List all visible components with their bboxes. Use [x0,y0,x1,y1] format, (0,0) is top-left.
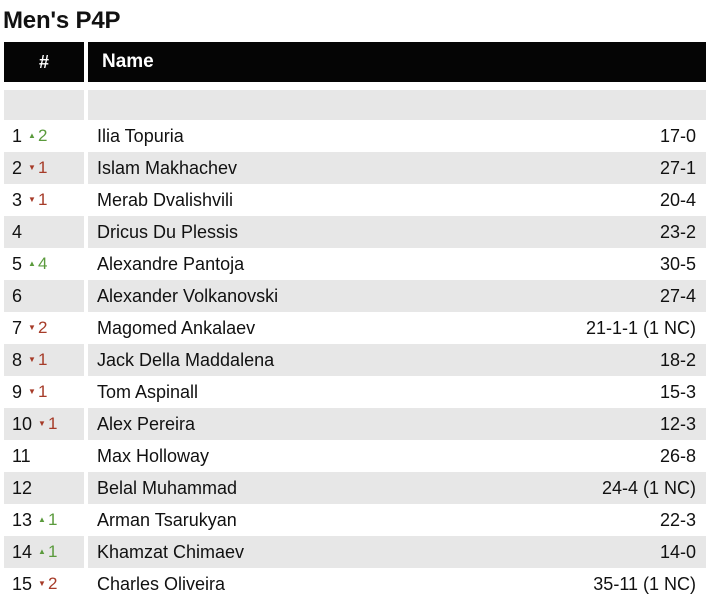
rank-change-up [38,542,57,562]
rank-change-down [38,414,57,434]
name-cell [88,472,706,504]
rank-column-header[interactable]: # [38,51,49,72]
fighter-record: 17-0 [659,125,696,146]
fighter-record: 27-1 [659,157,696,178]
fighter-record: 15-3 [659,381,696,402]
fighter-name[interactable]: Alexandre Pantoja [97,253,245,274]
rank-change-down [38,574,57,594]
triangle-down-icon: ▼ [28,386,36,396]
fighter-record: 27-4 [659,285,696,306]
rank-cell [4,472,84,504]
fighter-record: 35-11 (1 NC) [593,573,696,594]
fighter-record: 12-3 [659,413,696,434]
fighter-name[interactable]: Charles Oliveira [97,573,226,594]
rank-change-value: 1 [37,190,48,209]
rank-number: 8 [12,349,23,370]
rankings-table [4,42,706,600]
fighter-record: 30-5 [659,253,696,274]
rank-change-down [28,190,47,210]
rank-number: 1 [12,125,23,146]
fighter-record: 24-4 (1 NC) [601,477,696,498]
table-row[interactable] [4,184,706,216]
rank-change-up [28,126,47,146]
rank-number: 11 [12,445,31,466]
rank-cell [4,376,84,408]
rank-change-up [28,254,47,274]
triangle-down-icon: ▼ [28,322,36,332]
empty-rank-cell [4,90,84,120]
triangle-down-icon: ▼ [28,194,36,204]
rank-change-value: 1 [47,414,58,433]
rank-change-value: 4 [37,254,48,273]
name-cell [88,440,706,472]
table-row[interactable] [4,280,706,312]
triangle-up-icon: ▲ [38,514,46,524]
table-row[interactable] [4,504,706,536]
triangle-down-icon: ▼ [28,354,36,364]
fighter-name[interactable]: Islam Makhachev [97,157,238,178]
rank-number: 14 [12,541,33,562]
fighter-name[interactable]: Khamzat Chimaev [97,541,245,562]
rank-change-value: 1 [47,510,58,529]
rank-number: 7 [12,317,23,338]
fighter-name[interactable]: Belal Muhammad [97,477,238,498]
rank-cell [4,152,84,184]
table-row[interactable] [4,568,706,600]
rank-cell [4,280,84,312]
name-cell [88,408,706,440]
table-row[interactable] [4,216,706,248]
table-row[interactable] [4,408,706,440]
rank-change-up [38,510,57,530]
rank-cell [4,248,84,280]
rank-cell [4,440,84,472]
rank-number: 13 [12,509,33,530]
fighter-name[interactable]: Arman Tsarukyan [97,509,237,530]
table-row[interactable] [4,536,706,568]
fighter-record: 18-2 [659,349,696,370]
rank-number: 4 [12,221,23,242]
rank-number: 9 [12,381,23,402]
rank-change-value: 2 [47,574,58,593]
table-row[interactable] [4,120,706,152]
name-cell [88,568,706,600]
name-cell [88,248,706,280]
rank-cell [4,408,84,440]
rank-change-value: 1 [37,382,48,401]
table-row[interactable] [4,376,706,408]
rank-cell [4,216,84,248]
triangle-down-icon: ▼ [28,162,36,172]
rank-number: 10 [12,413,33,434]
name-cell [88,120,706,152]
rank-change-down [28,318,47,338]
fighter-record: 22-3 [659,509,696,530]
rank-change-down [28,350,47,370]
fighter-name[interactable]: Dricus Du Plessis [97,221,239,242]
fighter-name[interactable]: Jack Della Maddalena [97,349,275,370]
table-row[interactable] [4,152,706,184]
name-cell [88,344,706,376]
rank-number: 3 [12,189,23,210]
fighter-name[interactable]: Ilia Topuria [97,125,184,146]
fighter-name[interactable]: Merab Dvalishvili [97,189,234,210]
fighter-record: 20-4 [659,189,696,210]
fighter-record: 14-0 [659,541,696,562]
empty-name-cell [88,90,706,120]
rank-number: 6 [12,285,23,306]
table-row[interactable] [4,472,706,504]
triangle-down-icon: ▼ [38,578,46,588]
fighter-name[interactable]: Max Holloway [97,445,210,466]
triangle-up-icon: ▲ [28,130,36,140]
name-cell [88,216,706,248]
name-column-header-label: Name [102,51,154,72]
table-row[interactable] [4,312,706,344]
table-body [4,120,706,600]
name-cell [88,504,706,536]
rank-cell [4,536,84,568]
fighter-name[interactable]: Tom Aspinall [97,381,199,402]
rank-change-value: 2 [37,318,48,337]
table-row[interactable] [4,248,706,280]
rank-change-value: 1 [37,350,48,369]
rank-number: 12 [12,477,33,498]
rank-change-value: 2 [37,126,48,145]
rank-cell [4,344,84,376]
name-column-header[interactable] [88,42,706,82]
name-cell [88,376,706,408]
rank-number: 5 [12,253,23,274]
fighter-record: 26-8 [659,445,696,466]
rank-cell [4,312,84,344]
name-cell [88,280,706,312]
fighter-name[interactable]: Magomed Ankalaev [97,317,256,338]
name-cell [88,536,706,568]
triangle-up-icon: ▲ [38,546,46,556]
rank-cell [4,504,84,536]
triangle-down-icon: ▼ [38,418,46,428]
rank-cell [4,184,84,216]
name-cell [88,152,706,184]
table-row[interactable] [4,440,706,472]
fighter-name[interactable]: Alexander Volkanovski [97,285,279,306]
table-header [4,42,706,82]
rank-number: 2 [12,157,23,178]
rank-change-down [28,382,47,402]
empty-row [4,90,706,120]
rank-cell [4,568,84,600]
name-cell [88,184,706,216]
rank-number: 15 [12,573,33,594]
fighter-name[interactable]: Alex Pereira [97,413,196,434]
table-row[interactable] [4,344,706,376]
page-title: Men's P4P [3,7,121,34]
rank-change-down [28,158,47,178]
rank-change-value: 1 [47,542,58,561]
rank-change-value: 1 [37,158,48,177]
triangle-up-icon: ▲ [28,258,36,268]
fighter-record: 23-2 [659,221,696,242]
fighter-record: 21-1-1 (1 NC) [585,317,696,338]
name-cell [88,312,706,344]
rank-cell [4,120,84,152]
